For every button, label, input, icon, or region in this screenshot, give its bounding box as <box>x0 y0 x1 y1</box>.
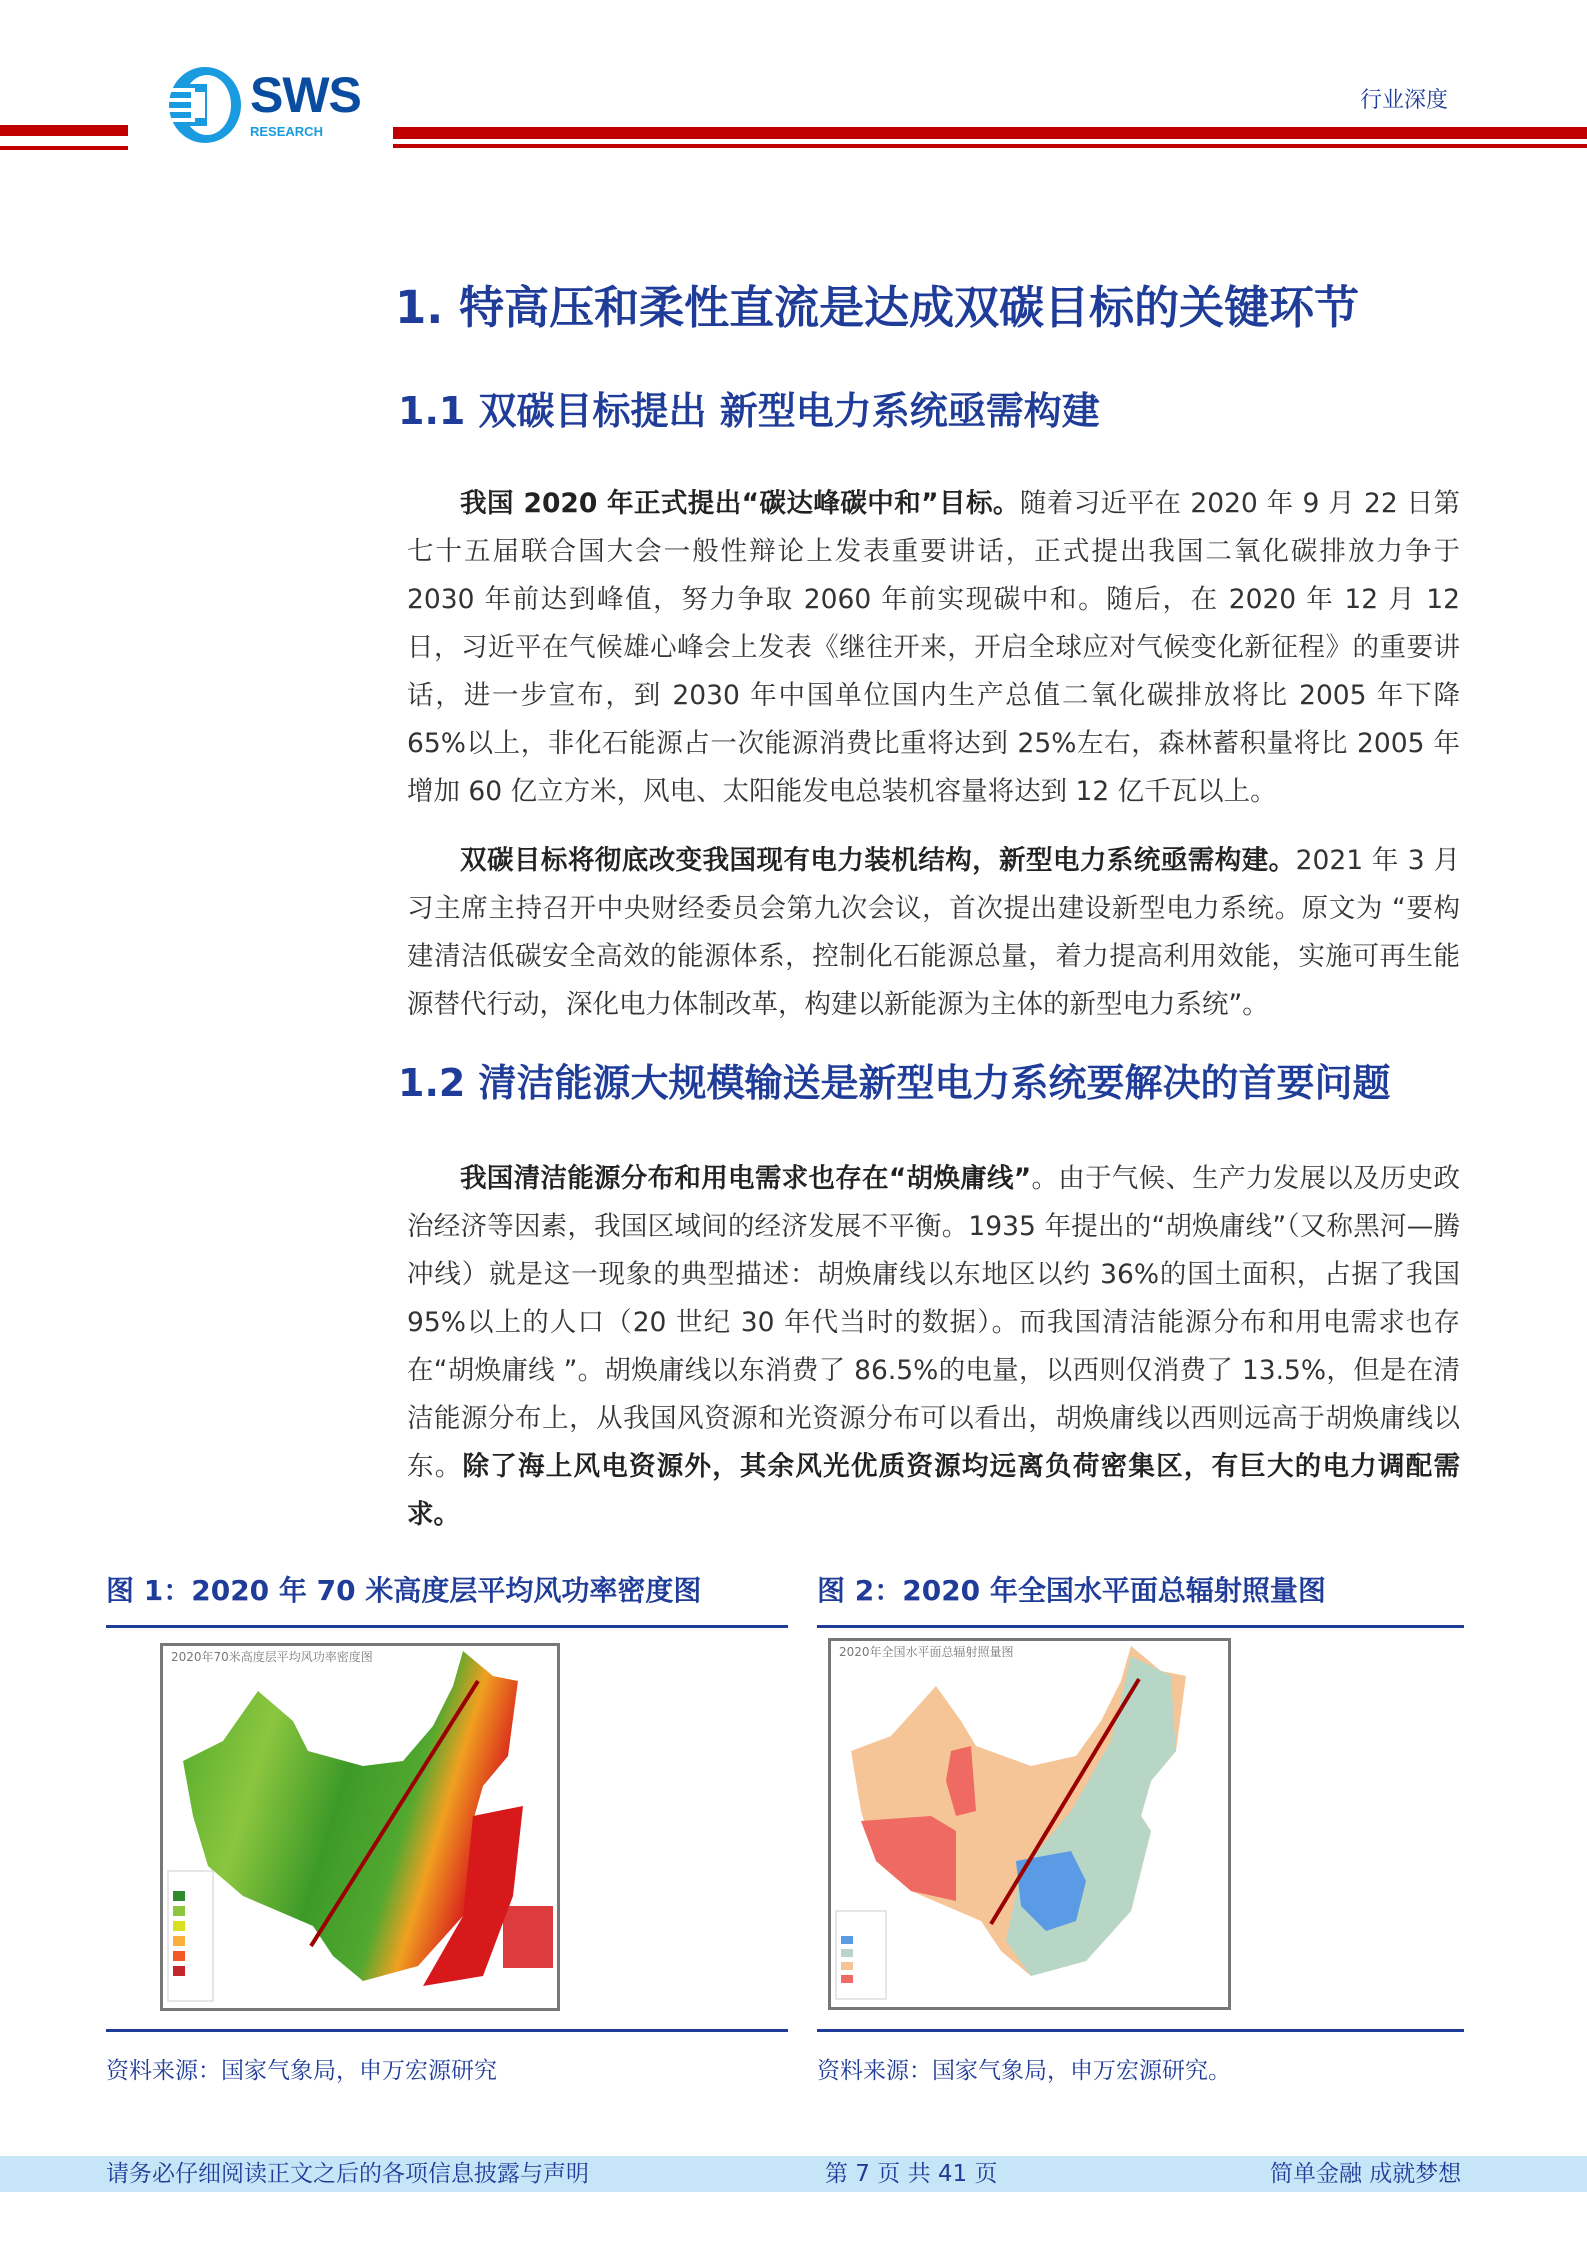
paragraph-power-system <box>407 837 1460 1029</box>
page-footer <box>0 2156 1587 2192</box>
figure-1-top-rule <box>106 1625 788 1628</box>
paragraph-body: 。由于气候、生产力发展以及历史政治经济等因素，我国区域间的经济发展不平衡。1935 年提出的“胡焕庸线”（又称黑河—腾冲线）就是这一现象的典型描述：胡焕庸线以东地区以约 36%的国土面积，占据了我国 95%以上的人口（20 世纪 30 年代当时的数据）。而我国清洁能源分布和用电需求也存在“胡焕庸线 ”。胡焕庸线以东消费了 86.5%的电量，以西则仅消费了 13.5%，但是在清洁能源分布上，从我国风资源和光资源分布可以看出，胡焕庸线以西则远高于胡焕庸线以东。 <box>407 1163 1460 1482</box>
map-caption: 2020年全国水平面总辐射照量图 <box>839 1645 1014 1659</box>
logo-subtext: RESEARCH <box>250 124 323 139</box>
figure-1-title: 图 1：2020 年 70 米高度层平均风功率密度图 <box>106 1574 702 1607</box>
figure-2-solar-map <box>828 1638 1231 2010</box>
solar-irradiance-map-image <box>831 1641 1228 2007</box>
figure-2-source: 资料来源：国家气象局，申万宏源研究。 <box>817 2058 1231 2084</box>
header-red-line-right <box>393 144 1587 148</box>
subsection-title-1-2: 1.2 清洁能源大规模输送是新型电力系统要解决的首要问题 <box>398 1061 1391 1105</box>
sws-logo <box>165 64 365 146</box>
paragraph-lead: 双碳目标将彻底改变我国现有电力装机结构，新型电力系统亟需构建。 <box>460 845 1296 876</box>
paragraph-hu-line <box>407 1155 1460 1539</box>
paragraph-carbon-goal <box>407 480 1460 816</box>
footer-page-info: 第 7 页 共 41 页 <box>825 2161 998 2187</box>
figure-1-wind-map <box>160 1643 560 2011</box>
paragraph-body: 随着习近平在 2020 年 9 月 22 日第七十五届联合国大会一般性辩论上发表重要讲话，正式提出我国二氧化碳排放力争于 2030 年前达到峰值，努力争取 2060 年前实现碳中和。随后，在 2020 年 12 月 12 日，习近平在气候雄心峰会上发表《继往开来，开启全球应对气候变化新征程》的重要讲话，进一步宣布，到 2030 年中国单位国内生产总值二氧化碳排放将比 2005 年下降 65%以上，非化石能源占一次能源消费比重将达到 25%左右，森林蓄积量将比 2005 年增加 60 亿立方米，风电、太阳能发电总装机容量将达到 12 亿千瓦以上。 <box>407 488 1461 807</box>
footer-slogan: 简单金融 成就梦想 <box>1270 2161 1462 2187</box>
figure-1-source: 资料来源：国家气象局，申万宏源研究 <box>106 2058 497 2084</box>
header-red-bar-right <box>393 127 1587 139</box>
section-title: 1. 特高压和柔性直流是达成双碳目标的关键环节 <box>395 281 1360 334</box>
figure-2-bottom-rule <box>817 2029 1464 2032</box>
logo-ring-icon <box>165 64 245 146</box>
logo-text: SWS <box>250 67 361 123</box>
figure-1-bottom-rule <box>106 2029 788 2032</box>
figures-row <box>0 1574 1587 2104</box>
footer-disclaimer: 请务必仔细阅读正文之后的各项信息披露与声明 <box>106 2161 589 2187</box>
report-body <box>0 280 1587 2104</box>
figure-2-top-rule <box>817 1625 1464 1628</box>
paragraph-lead: 我国清洁能源分布和用电需求也存在“胡焕庸线” <box>460 1163 1032 1194</box>
wind-density-map-image <box>163 1646 557 2008</box>
map-caption: 2020年70米高度层平均风功率密度图 <box>171 1650 373 1664</box>
header-red-line-left <box>0 146 128 150</box>
paragraph-conclusion: 除了海上风电资源外，其余风光优质资源均远离负荷密集区，有巨大的电力调配需求。 <box>407 1451 1461 1530</box>
paragraph-lead: 我国 2020 年正式提出“碳达峰碳中和”目标。 <box>460 488 1020 519</box>
subsection-title-1-1: 1.1 双碳目标提出 新型电力系统亟需构建 <box>398 389 1100 433</box>
header-red-bar-left <box>0 125 128 136</box>
paragraph-body: 2021 年 3 月习主席主持召开中央财经委员会第九次会议，首次提出建设新型电力系统。原文为 “要构建清洁低碳安全高效的能源体系，控制化石能源总量，着力提高利用效能，实施可再生能源替代行动，深化电力体制改革，构建以新能源为主体的新型电力系统”。 <box>407 845 1461 1020</box>
figure-2-title: 图 2：2020 年全国水平面总辐射照量图 <box>817 1574 1326 1607</box>
report-type-label: 行业深度 <box>1360 88 1449 113</box>
